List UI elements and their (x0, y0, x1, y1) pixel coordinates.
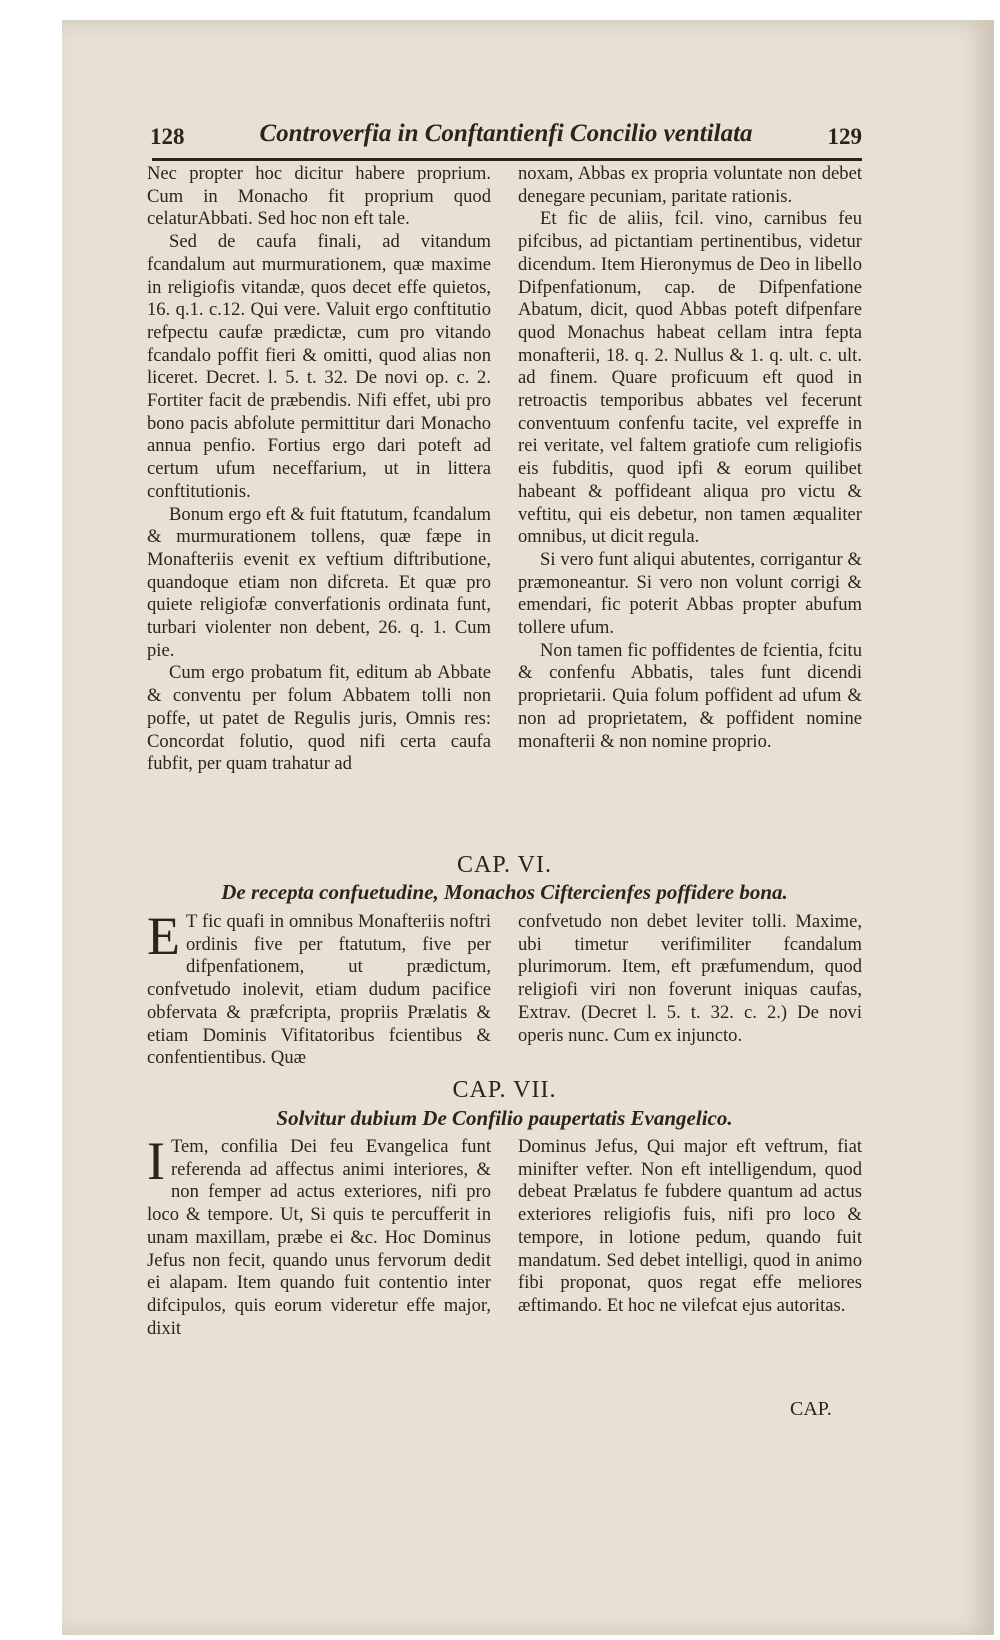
page-header (150, 120, 862, 156)
drop-cap: I (147, 1131, 165, 1191)
header-rule (152, 158, 862, 161)
paragraph: Cum ergo probatum fit, editum ab Abbate & conventu per folum Abbatem tolli non poffe, ut patet de Regulis juris, Omnis res: Concordat folutio, quod nifi certa caufa fubfit, per quam trahatur ad (147, 662, 491, 775)
paragraph: Bonum ergo eft & fuit ftatutum, fcandalum & murmurationem tollens, quæ fæpe in Monafteriis evenit ex veftium diftributione, quandoque etiam non difcreta. Et quæ pro quiete religiofæ converfationis ordinata funt, turbari violenter non debent, 26. q. 1. Cum pie. (147, 503, 491, 661)
chapter-7-left-body: Tem, confilia Dei feu Evangelica funt referenda ad affectus animi interiores, & non femper ad actus exteriores, nifi pro loco & tempore. Ut, Si quis te percufferit in unam maxillam, præbe ei &c. Hoc Dominus Jefus non fecit, quando unus fervorum dedit ei alapam. Item quando fuit contentio inter difcipulos, quis eorum videretur effe major, dixit (147, 1136, 491, 1339)
page-number-right: 129 (827, 124, 862, 149)
paragraph: Non tamen fic poffidentes de fcientia, fcitu & confenfu Abbatis, tales funt dicendi proprietarii. Quia folum poffident ad ufum & non ad proprietatem, & poffident nomine monafterii & non nomine proprio. (518, 639, 862, 752)
chapter-6-heading: CAP. VI. (457, 852, 552, 878)
chapter-7-left-text (147, 1131, 491, 1340)
paragraph: Sed de caufa finali, ad vitandum fcandalum aut murmurationem, quæ maxime in religiofis vitandæ, quos decet effe quietos, 16. q.1. c.12. Qui vere. Valuit ergo conftitutio refpectu caufæ prædictæ, cum pro vitando fcandalo poffit fieri & omitti, quod alias non liceret. Decret. l. 5. t. 32. De novi op. c. 2. Fortiter facit de præbendis. Nifi effet, ubi pro bono pacis abfolute permittitur dari Monacho annua penfio. Fortius ergo dari poteft ad certum ufum neceffarium, ut in littera conftitutionis. (147, 231, 491, 502)
chapter-7-subtitle: Solvitur dubium De Confilio paupertatis Evangelico. (276, 1106, 733, 1130)
chapter-6-left-text (147, 906, 491, 1070)
paragraph: noxam, Abbas ex propria voluntate non debet denegare pecuniam, paritate rationis. (518, 163, 862, 207)
chapter-6-left-body: T fic quafi in omnibus Monafteriis noftri ordinis five per ftatutum, five per difpenfationem, ut prædictum, confvetudo inolevit, etiam dudum pacifice obfervata & præfcripta, propriis Prælatis & etiam Dominis Vifitatoribus fcientibus & confentientibus. Quæ (147, 911, 491, 1069)
right-column (518, 163, 862, 753)
drop-cap: E (147, 906, 180, 966)
paragraph: Et fic de aliis, fcil. vino, carnibus feu pifcibus, ad pictantiam pertinentibus, videtur dicendum. Item Hieronymus de Deo in libello Difpenfationum, cap. de Difpenfatione Abatum, dicit, quod Abbas poteft difpenfare quod Monachus habeat cellam intra fepta monafterii, 18. q. 2. Nullus & 1. q. ult. c. ult. ad finem. Quare proficuum eft quod in retroactis temporibus abbates vel fecerunt conventuum confenfu tacite, vel expreffe in rei veritate, vel faltem gratiofe cum religiofis eis fubditis, quod ipfi & eorum quilibet habeant & poffideant aliqua pro victu & veftitu, qui eis debetur, non tamen æqualiter omnibus, ut dicit regula. (518, 208, 862, 548)
page-number-left: 128 (150, 124, 185, 149)
chapter-7-right-text: Dominus Jefus, Qui major eft veftrum, fiat minifter vefter. Non eft intelligendum, quod debeat Prælatus fe fubdere quantum ad actus exteriores religiofis fuis, nifi pro loco & tempore, in lotione pedum, quando fuit mandatum. Sed debet intelligi, quod in animo fibi proponat, quos regat effe meliores æftimando. Et hoc ne vilefcat ejus autoritas. (518, 1136, 862, 1316)
chapter-6-subtitle: De recepta confuetudine, Monachos Ciftercienfes poffidere bona. (221, 880, 788, 904)
paragraph: Nec propter hoc dicitur habere proprium. Cum in Monacho fit proprium quod celaturAbbati. Sed hoc non eft tale. (147, 163, 491, 230)
running-title: Controverfia in Conftantienfi Concilio ventilata (259, 120, 753, 147)
chapter-7-heading: CAP. VII. (452, 1077, 557, 1103)
left-column (147, 163, 491, 776)
catchword: CAP. (790, 1398, 832, 1420)
paragraph: Si vero funt aliqui abutentes, corrigantur & præmoneantur. Si vero non volunt corrigi & emendari, fic poterit Abbas propter abufum tollere ufum. (518, 548, 862, 639)
chapter-6-right-text: confvetudo non debet leviter tolli. Maxime, ubi timetur verifimiliter fcandalum plurimorum. Item, eft præfumendum, quod religiofi viri non foverunt iniquas caufas, Extrav. (Decret l. 5. t. 32. c. 2.) De novi operis nunc. Cum ex injuncto. (518, 911, 862, 1046)
